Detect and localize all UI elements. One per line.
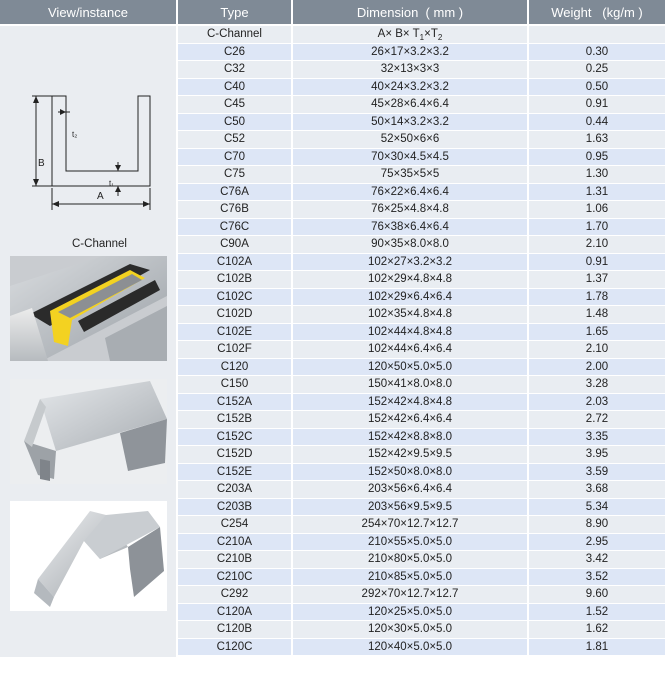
cell-dimension: 210×80×5.0×5.0: [293, 551, 527, 568]
header-view-instance: View/instance: [0, 0, 176, 24]
cell-weight: 3.95: [529, 446, 665, 463]
table-row: [178, 131, 665, 149]
cell-weight: 1.48: [529, 306, 665, 323]
cell-weight: 3.28: [529, 376, 665, 393]
cell-dimension: 203×56×9.5×9.5: [293, 499, 527, 516]
table-row: [178, 79, 665, 97]
cell-type: C203A: [178, 481, 291, 498]
cell-dimension: 102×44×6.4×6.4: [293, 341, 527, 358]
table-row: [178, 359, 665, 377]
table-row: [178, 96, 665, 114]
cell-weight: 1.52: [529, 604, 665, 621]
table-row: [178, 289, 665, 307]
cell-type: C152D: [178, 446, 291, 463]
table-row: [178, 394, 665, 412]
cell-dimension: 76×22×6.4×6.4: [293, 184, 527, 201]
table-row: [178, 149, 665, 167]
cell-weight: 2.95: [529, 534, 665, 551]
cell-dimension: 102×44×4.8×4.8: [293, 324, 527, 341]
cell-type: C210B: [178, 551, 291, 568]
cell-type: C203B: [178, 499, 291, 516]
table-row: [178, 569, 665, 587]
cell-weight: 0.50: [529, 79, 665, 96]
table-row: [178, 411, 665, 429]
cell-weight: 3.59: [529, 464, 665, 481]
photo-c-channel-yellow-lining: [10, 256, 167, 361]
table-row: [178, 464, 665, 482]
cell-dimension: 52×50×6×6: [293, 131, 527, 148]
cell-dimension: 120×40×5.0×5.0: [293, 639, 527, 656]
cell-dimension: 120×30×5.0×5.0: [293, 621, 527, 638]
table-row: [178, 271, 665, 289]
cell-dimension: 152×42×8.8×8.0: [293, 429, 527, 446]
table-row: [178, 499, 665, 517]
table-row: [178, 44, 665, 62]
cell-type: C102A: [178, 254, 291, 271]
cell-weight: 1.06: [529, 201, 665, 218]
cell-type: C292: [178, 586, 291, 603]
cell-dimension: 152×42×9.5×9.5: [293, 446, 527, 463]
cell-dimension: 75×35×5×5: [293, 166, 527, 183]
formula-prefix: A× B× T: [377, 28, 420, 41]
table-row: [178, 236, 665, 254]
table-row-formula: [178, 26, 665, 44]
cell-dimension: 210×55×5.0×5.0: [293, 534, 527, 551]
cell-weight: 1.37: [529, 271, 665, 288]
cell-weight: 0.91: [529, 254, 665, 271]
photo-hat-channel: [10, 501, 167, 611]
table-row: [178, 184, 665, 202]
cell-dimension: 45×28×6.4×6.4: [293, 96, 527, 113]
cell-dimension: 120×25×5.0×5.0: [293, 604, 527, 621]
label-b: B: [38, 158, 45, 169]
header-dimension: Dimension ( mm ): [293, 0, 527, 24]
cell-dimension: 102×29×4.8×4.8: [293, 271, 527, 288]
table-row: [178, 219, 665, 237]
cell-dimension: 102×27×3.2×3.2: [293, 254, 527, 271]
c-channel-diagram: [0, 76, 176, 250]
cell-type: C102B: [178, 271, 291, 288]
photo-wide-c-channel: [10, 379, 167, 484]
cell-type: C120B: [178, 621, 291, 638]
cell-dimension: 120×50×5.0×5.0: [293, 359, 527, 376]
table-row: [178, 429, 665, 447]
label-a: A: [97, 191, 104, 202]
diagram-caption: C-Channel: [72, 238, 127, 250]
cell-weight: 5.34: [529, 499, 665, 516]
cell-type: C76B: [178, 201, 291, 218]
cell-type: C102C: [178, 289, 291, 306]
cell-weight: 1.63: [529, 131, 665, 148]
cell-dimension: 50×14×3.2×3.2: [293, 114, 527, 131]
cell-weight: 1.65: [529, 324, 665, 341]
table-row: [178, 446, 665, 464]
cell-dimension: 152×42×4.8×4.8: [293, 394, 527, 411]
table-row: [178, 639, 665, 657]
table-row: [178, 604, 665, 622]
cell-dimension: 76×25×4.8×4.8: [293, 201, 527, 218]
cell-type: C150: [178, 376, 291, 393]
cell-dimension: 90×35×8.0×8.0: [293, 236, 527, 253]
table-row: [178, 621, 665, 639]
cell-weight: 1.78: [529, 289, 665, 306]
cell-weight: 2.10: [529, 341, 665, 358]
cell-dimension: 210×85×5.0×5.0: [293, 569, 527, 586]
cell-type: C90A: [178, 236, 291, 253]
cell-dimension: 152×42×6.4×6.4: [293, 411, 527, 428]
cell-weight: 1.31: [529, 184, 665, 201]
cell-type: C-Channel: [178, 26, 291, 43]
cell-type: C45: [178, 96, 291, 113]
cell-dimension: 102×35×4.8×4.8: [293, 306, 527, 323]
cell-weight: 0.91: [529, 96, 665, 113]
cell-type: C70: [178, 149, 291, 166]
cell-weight: 3.42: [529, 551, 665, 568]
table-row: [178, 481, 665, 499]
cell-type: C102E: [178, 324, 291, 341]
table-row: [178, 551, 665, 569]
dimension-table: [178, 26, 665, 656]
formula-mid: ×T: [424, 28, 438, 41]
table-row: [178, 254, 665, 272]
cell-dimension: 32×13×3×3: [293, 61, 527, 78]
cell-weight: 2.03: [529, 394, 665, 411]
cell-weight: 2.00: [529, 359, 665, 376]
cell-type: C32: [178, 61, 291, 78]
cell-weight: 1.70: [529, 219, 665, 236]
view-instance-column: [0, 26, 176, 657]
cell-type: C102F: [178, 341, 291, 358]
cell-type: C152E: [178, 464, 291, 481]
cell-type: C102D: [178, 306, 291, 323]
table-row: [178, 201, 665, 219]
cell-dimension: 150×41×8.0×8.0: [293, 376, 527, 393]
cell-type: C76C: [178, 219, 291, 236]
cell-type: C26: [178, 44, 291, 61]
cell-weight: 1.81: [529, 639, 665, 656]
cell-weight: 0.30: [529, 44, 665, 61]
table-row: [178, 376, 665, 394]
table-row: [178, 306, 665, 324]
cell-weight: 8.90: [529, 516, 665, 533]
table-row: [178, 114, 665, 132]
cell-type: C50: [178, 114, 291, 131]
header-type: Type: [178, 0, 291, 24]
cell-dimension: 102×29×6.4×6.4: [293, 289, 527, 306]
formula-sub1: 1: [419, 32, 425, 42]
table-row: [178, 534, 665, 552]
cell-type: C76A: [178, 184, 291, 201]
cell-dimension: 40×24×3.2×3.2: [293, 79, 527, 96]
table-row: [178, 61, 665, 79]
table-row: [178, 586, 665, 604]
table-row: [178, 341, 665, 359]
cell-dimension: 76×38×6.4×6.4: [293, 219, 527, 236]
cell-type: C75: [178, 166, 291, 183]
cell-weight: 2.10: [529, 236, 665, 253]
cell-type: C210C: [178, 569, 291, 586]
cell-weight: 1.30: [529, 166, 665, 183]
cell-type: C210A: [178, 534, 291, 551]
cell-dimension: 203×56×6.4×6.4: [293, 481, 527, 498]
cell-type: C120: [178, 359, 291, 376]
cell-weight: 3.52: [529, 569, 665, 586]
cell-weight: 0.95: [529, 149, 665, 166]
cell-weight: [529, 26, 665, 43]
table-row: [178, 324, 665, 342]
cell-dimension: 70×30×4.5×4.5: [293, 149, 527, 166]
cell-dimension: 254×70×12.7×12.7: [293, 516, 527, 533]
cell-type: C120A: [178, 604, 291, 621]
cell-weight: 1.62: [529, 621, 665, 638]
cell-type: C152A: [178, 394, 291, 411]
cell-dimension-formula: [293, 26, 527, 43]
cell-type: C40: [178, 79, 291, 96]
cell-dimension: 152×50×8.0×8.0: [293, 464, 527, 481]
cell-type: C152B: [178, 411, 291, 428]
cell-type: C152C: [178, 429, 291, 446]
formula-sub2: 2: [437, 32, 443, 42]
cell-weight: 0.25: [529, 61, 665, 78]
cell-weight: 9.60: [529, 586, 665, 603]
cell-type: C52: [178, 131, 291, 148]
table-row: [178, 516, 665, 534]
header-weight: Weight (kg/m ): [529, 0, 665, 24]
label-t1: t₁: [109, 179, 114, 188]
cell-weight: 3.68: [529, 481, 665, 498]
cell-dimension: 26×17×3.2×3.2: [293, 44, 527, 61]
cell-weight: 2.72: [529, 411, 665, 428]
label-t2: t₂: [72, 130, 78, 139]
cell-type: C254: [178, 516, 291, 533]
cell-type: C120C: [178, 639, 291, 656]
cell-weight: 0.44: [529, 114, 665, 131]
table-row: [178, 166, 665, 184]
cell-weight: 3.35: [529, 429, 665, 446]
cell-dimension: 292×70×12.7×12.7: [293, 586, 527, 603]
